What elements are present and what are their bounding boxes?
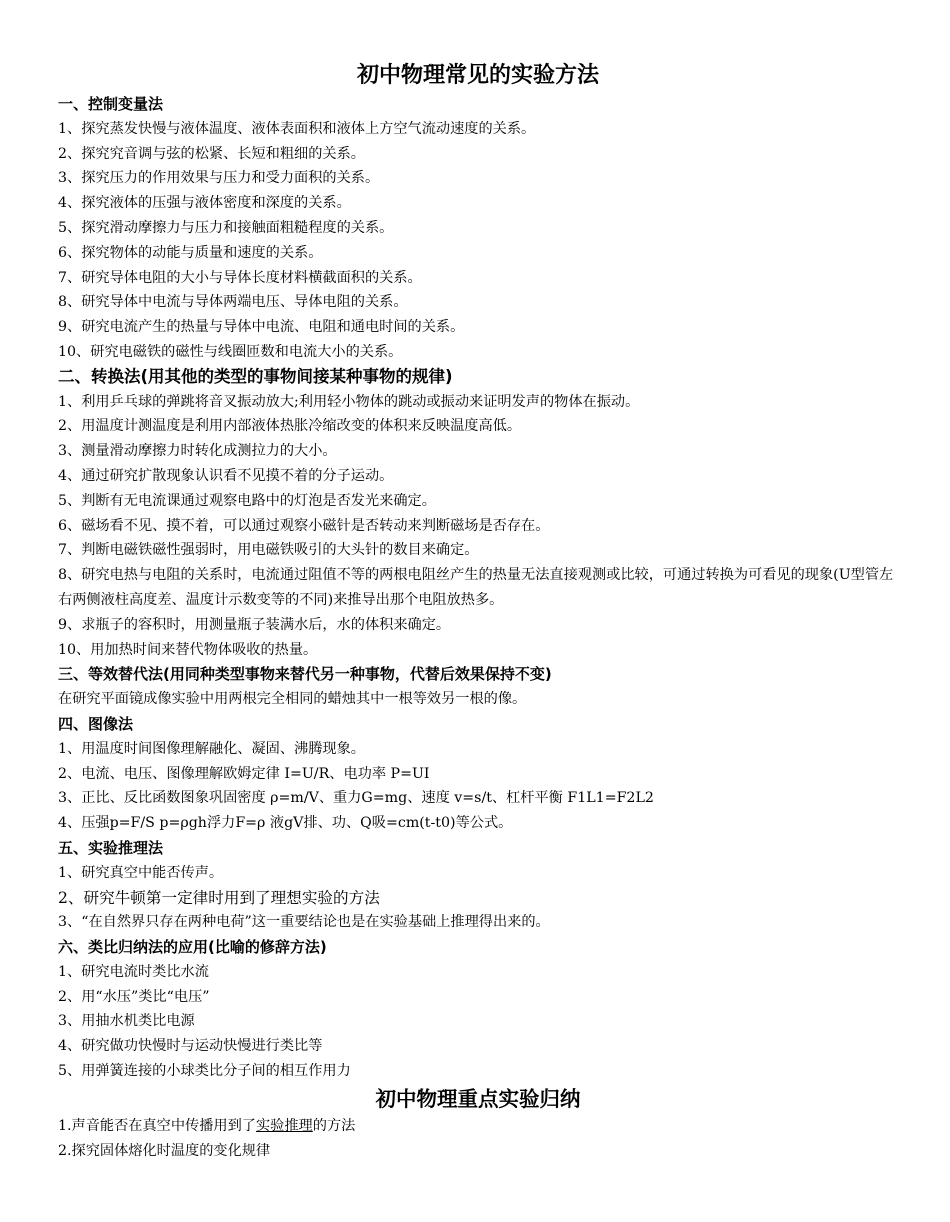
list-item: 1、用温度时间图像理解融化、凝固、沸腾现象。 bbox=[58, 740, 365, 757]
list-item: 10、研究电磁铁的磁性与线圈匝数和电流大小的关系。 bbox=[58, 343, 403, 360]
list-item: 6、探究物体的动能与质量和速度的关系。 bbox=[58, 244, 323, 261]
list-item: 3、用抽水机类比电源 bbox=[58, 1013, 195, 1030]
list-item: 1、研究电流时类比水流 bbox=[58, 963, 209, 980]
list-item: 5、用弹簧连接的小球类比分子间的相互作用力 bbox=[58, 1063, 351, 1080]
section-heading: 一、控制变量法 bbox=[58, 95, 164, 113]
list-item: 1、研究真空中能否传声。 bbox=[58, 864, 224, 881]
page-title: 初中物理常见的实验方法 bbox=[356, 63, 599, 88]
list-item: 5、判断有无电流课通过观察电路中的灯泡是否发光来确定。 bbox=[58, 492, 436, 509]
list-item: 1、探究蒸发快慢与液体温度、液体表面积和液体上方空气流动速度的关系。 bbox=[58, 120, 536, 137]
section-heading: 三、等效替代法(用同种类型事物来替代另一种事物，代替后效果保持不变) bbox=[58, 665, 552, 684]
section-heading: 四、图像法 bbox=[58, 714, 134, 733]
list-item: 8、研究电热与电阻的关系时，电流通过阻值不等的两根电阻丝产生的热量无法直接观测或比较，可通过转换为可看见的现象(U型管左右两侧液柱高度差、温度计示数变等的不同)来推导出那个电阻放热多。 bbox=[58, 567, 894, 608]
list-item: 4、探究液体的压强与液体密度和深度的关系。 bbox=[58, 195, 351, 212]
list-item: 10、用加热时间来替代物体吸收的热量。 bbox=[58, 641, 318, 658]
list-item: 2、探究究音调与弦的松紧、长短和粗细的关系。 bbox=[58, 145, 365, 162]
list-item: 3、正比、反比函数图象巩固密度 ρ=m/V、重力G=mg、速度 v=s/t、杠杆平衡 F1L1=F2L2 bbox=[58, 790, 654, 807]
list-item: 2、研究牛顿第一定律时用到了理想实验的方法 bbox=[58, 888, 380, 907]
list-item: 9、求瓶子的容积时，用测量瓶子装满水后，水的体积来确定。 bbox=[58, 616, 451, 633]
list-item: 5、探究滑动摩擦力与压力和接触面粗糙程度的关系。 bbox=[58, 219, 394, 236]
list-item: 2、用温度计测温度是利用内部液体热胀冷缩改变的体积来反映温度高低。 bbox=[58, 418, 522, 435]
list-item: 3、“在自然界只存在两种电荷”这一重要结论也是在实验基础上推理得出来的。 bbox=[58, 914, 550, 931]
list-item: 2、电流、电压、图像理解欧姆定律 I=U/R、电功率 P=UI bbox=[58, 765, 430, 782]
section-heading: 五、实验推理法 bbox=[58, 838, 164, 857]
list-item: 8、研究导体中电流与导体两端电压、导体电阻的关系。 bbox=[58, 294, 408, 311]
list-item: 7、研究导体电阻的大小与导体长度材料横截面积的关系。 bbox=[58, 269, 422, 286]
section-heading: 六、类比归纳法的应用(比喻的修辞方法) bbox=[58, 938, 327, 957]
underlined-term: 实验推理 bbox=[255, 1117, 313, 1134]
section-title: 初中物理重点实验归纳 bbox=[375, 1086, 581, 1111]
list-item: 6、磁场看不见、摸不着，可以通过观察小磁针是否转动来判断磁场是否存在。 bbox=[58, 517, 550, 534]
list-item: 7、判断电磁铁磁性强弱时，用电磁铁吸引的大头针的数目来确定。 bbox=[58, 542, 479, 559]
list-item: 9、研究电流产生的热量与导体中电流、电阻和通电时间的关系。 bbox=[58, 319, 465, 336]
list-item: 3、探究压力的作用效果与压力和受力面积的关系。 bbox=[58, 170, 380, 187]
list-item: 4、研究做功快慢时与运动快慢进行类比等 bbox=[58, 1038, 323, 1055]
list-item: 4、压强p=F/S p=ρgh浮力F=ρ 液gV排、功、Q吸=cm(t-t0)等公式。 bbox=[58, 815, 513, 832]
item-text: 的方法 bbox=[312, 1117, 356, 1134]
list-item: 2.探究固体熔化时温度的变化规律 bbox=[58, 1142, 271, 1159]
list-item: 在研究平面镜成像实验中用两根完全相同的蜡烛其中一根等效另一根的像。 bbox=[58, 691, 527, 708]
section-heading: 二、转换法(用其他的类型的事物间接某种事物的规律) bbox=[58, 366, 453, 386]
item-text: 1.声音能否在真空中传播用到了 bbox=[58, 1117, 256, 1134]
document-page bbox=[58, 60, 898, 1163]
list-item bbox=[58, 1114, 898, 1139]
list-item: 2、用“水压”类比“电压” bbox=[58, 988, 210, 1005]
list-item: 4、通过研究扩散现象认识看不见摸不着的分子运动。 bbox=[58, 467, 394, 484]
list-item: 3、测量滑动摩擦力时转化成测拉力的大小。 bbox=[58, 443, 337, 460]
list-item: 1、利用乒乓球的弹跳将音叉振动放大;利用轻小物体的跳动或振动来证明发声的物体在振动。 bbox=[58, 393, 640, 410]
